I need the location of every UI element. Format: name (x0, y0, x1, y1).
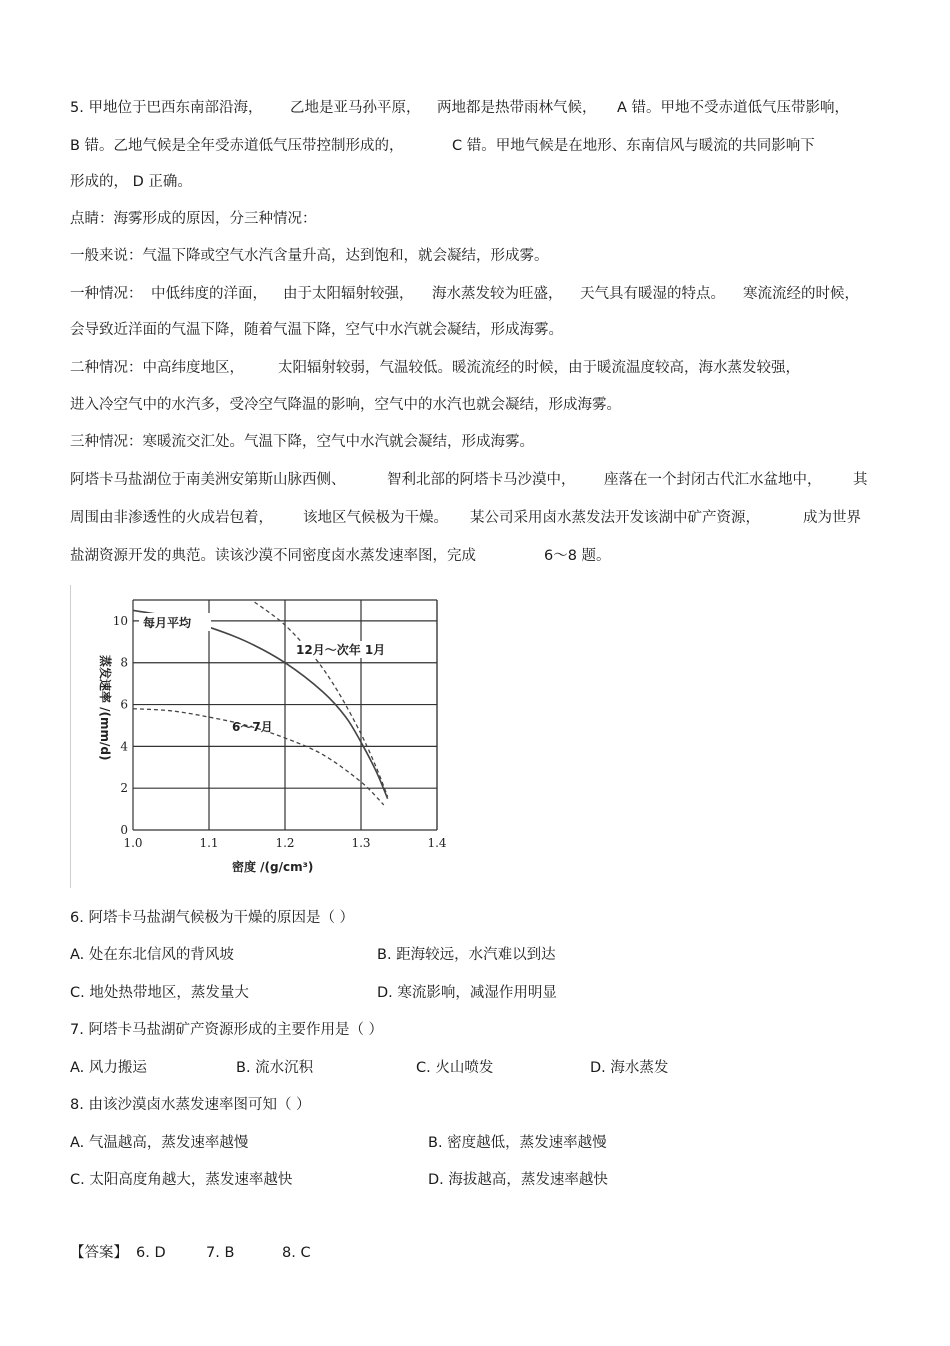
q7-stem: 7. 阿塔卡马盐湖矿产资源形成的主要作用是（ ） (70, 1022, 384, 1038)
para5-line1-part3: 两地都是热带雨林气候， (437, 100, 597, 116)
para5-line1-part4: A 错。甲地不受赤道低气压带影响， (617, 100, 850, 116)
intro-line2-part2: 该地区气候极为干燥。 (303, 510, 448, 526)
tip-line3-part1: 一种情况： (70, 286, 143, 302)
tip-line3-part4: 海水蒸发较为旺盛， (432, 286, 563, 302)
x-axis-label: 密度 /(g/cm³) (232, 860, 314, 874)
y-tick-label: 6 (120, 697, 128, 712)
y-tick-label: 10 (112, 613, 128, 628)
chart-grid (133, 600, 437, 830)
tip-line1: 点睛：海雾形成的原因，分三种情况： (70, 211, 317, 227)
series-line-1 (255, 602, 388, 796)
para5-line2-part2: C 错。甲地气候是在地形、东南信风与暖流的共同影响下 (452, 138, 815, 154)
answer-7: 7. B (206, 1245, 235, 1261)
q7-option-a: A. 风力搬运 (70, 1060, 147, 1076)
answer-8: 8. C (282, 1245, 311, 1261)
tip-line5-part1: 二种情况：中高纬度地区， (70, 360, 244, 376)
tip-line3-part2: 中低纬度的洋面， (151, 286, 267, 302)
intro-line2-part3: 某公司采用卤水蒸发法开发该湖中矿产资源， (470, 510, 760, 526)
chart-curve-labels (139, 613, 405, 734)
para5-line3: 形成的， D 正确。 (70, 174, 192, 190)
q6-option-b: B. 距海较远，水汽难以到达 (377, 947, 556, 963)
label-monthly-average: 每月平均 (143, 616, 192, 630)
intro-line1-part1: 阿塔卡马盐湖位于南美洲安第斯山脉西侧、 (70, 472, 346, 488)
tip-line3-part5: 天气具有暖湿的特点。 (580, 286, 725, 302)
tip-line6: 进入冷空气中的水汽多，受冷空气降温的影响，空气中的水汽也就会凝结，形成海雾。 (70, 397, 621, 413)
q7-option-d: D. 海水蒸发 (590, 1060, 669, 1076)
label-dec-jan: 12月～次年 1月 (296, 643, 386, 657)
q6-option-c: C. 地处热带地区，蒸发量大 (70, 985, 249, 1001)
intro-line1-part4: 其 (853, 472, 868, 488)
y-tick-label: 2 (120, 781, 128, 796)
intro-line3-part2: 6～8 题。 (544, 548, 611, 564)
evaporation-rate-chart (70, 585, 474, 888)
chart-svg (71, 585, 474, 888)
q6-option-d: D. 寒流影响，减湿作用明显 (377, 985, 557, 1001)
q8-option-d: D. 海拔越高，蒸发速率越快 (428, 1172, 608, 1188)
q8-option-b: B. 密度越低，蒸发速率越慢 (428, 1135, 607, 1151)
tip-line2: 一般来说：气温下降或空气水汽含量升高，达到饱和，就会凝结，形成雾。 (70, 248, 549, 264)
y-tick-label: 8 (120, 655, 128, 670)
para5-line1-part1: 5. 甲地位于巴西东南部沿海， (70, 100, 263, 116)
y-tick-label: 4 (120, 739, 128, 754)
q8-option-c: C. 太阳高度角越大，蒸发速率越快 (70, 1172, 293, 1188)
q8-stem: 8. 由该沙漠卤水蒸发速率图可知（ ） (70, 1097, 311, 1113)
tip-line7: 三种情况：寒暖流交汇处。气温下降，空气中水汽就会凝结，形成海雾。 (70, 434, 534, 450)
intro-line2-part4: 成为世界 (803, 510, 861, 526)
chart-series (133, 602, 388, 805)
q7-option-b: B. 流水沉积 (236, 1060, 314, 1076)
q6-stem: 6. 阿塔卡马盐湖气候极为干燥的原因是（ ） (70, 910, 355, 926)
q7-option-c: C. 火山喷发 (416, 1060, 494, 1076)
label-jun-jul: 6～7月 (232, 720, 273, 734)
x-tick-label: 1.3 (351, 836, 371, 850)
para5-line2-part1: B 错。乙地气候是全年受赤道低气压带控制形成的， (70, 138, 404, 154)
tip-line4: 会导致近洋面的气温下降，随着气温下降，空气中水汽就会凝结，形成海雾。 (70, 322, 563, 338)
para5-line1-part2: 乙地是亚马孙平原， (290, 100, 421, 116)
x-tick-label: 1.1 (199, 836, 219, 850)
tip-line3-part3: 由于太阳辐射较强， (283, 286, 414, 302)
y-tick-label: 0 (120, 823, 128, 837)
tip-line5-part2: 太阳辐射较弱，气温较低。暖流流经的时候，由于暖流温度较高，海水蒸发较强， (278, 360, 800, 376)
x-tick-label: 1.4 (427, 836, 447, 850)
tip-line3-part6: 寒流流经的时候， (743, 286, 859, 302)
intro-line3-part1: 盐湖资源开发的典范。读该沙漠不同密度卤水蒸发速率图，完成 (70, 548, 476, 564)
q6-option-a: A. 处在东北信风的背风坡 (70, 947, 234, 963)
y-axis-label: 蒸发速率 /(mm/d) (98, 655, 112, 761)
x-tick-label: 1.2 (275, 836, 295, 850)
answer-6: 6. D (136, 1245, 166, 1261)
q8-option-a: A. 气温越高，蒸发速率越慢 (70, 1135, 249, 1151)
intro-line1-part2: 智利北部的阿塔卡马沙漠中， (387, 472, 576, 488)
intro-line1-part3: 座落在一个封闭古代汇水盆地中， (604, 472, 822, 488)
answer-label: 【答案】 (70, 1245, 128, 1261)
x-tick-label: 1.0 (123, 836, 143, 850)
intro-line2-part1: 周围由非渗透性的火成岩包着， (70, 510, 273, 526)
